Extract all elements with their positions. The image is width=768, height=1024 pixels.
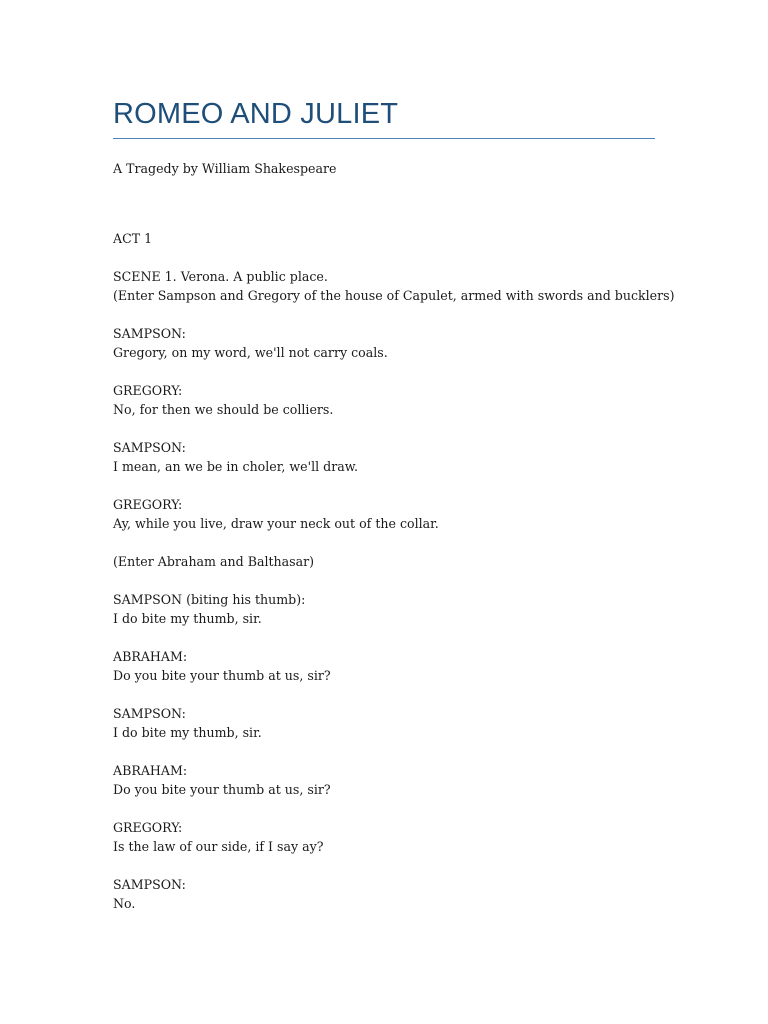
dialogue-block [113, 761, 655, 799]
speaker-name: SAMPSON: [113, 326, 186, 341]
dialogue-block [113, 647, 655, 685]
dialogue-line: I do bite my thumb, sir. [113, 725, 262, 740]
dialogue-line: Do you bite your thumb at us, sir? [113, 668, 331, 683]
speaker-name: GREGORY: [113, 383, 183, 398]
dialogue-line: No. [113, 896, 136, 911]
scene-heading: SCENE 1. Verona. A public place. [113, 269, 328, 284]
dialogue-line: Ay, while you live, draw your neck out of the collar. [113, 516, 439, 531]
speaker-name: ABRAHAM: [113, 763, 188, 778]
dialogue-block [113, 495, 655, 533]
document-subtitle: A Tragedy by William Shakespeare [113, 161, 337, 176]
dialogue-line: I mean, an we be in choler, we'll draw. [113, 459, 359, 474]
dialogue-block [113, 590, 655, 628]
dialogue-block [113, 324, 655, 362]
stage-direction: (Enter Sampson and Gregory of the house of Capulet, armed with swords and bucklers) [113, 288, 675, 303]
stage-direction: (Enter Abraham and Balthasar) [113, 554, 315, 569]
dialogue-block [113, 875, 655, 913]
scene-block [113, 267, 675, 305]
act-heading: ACT 1 [113, 231, 153, 246]
speaker-name: ABRAHAM: [113, 649, 188, 664]
dialogue-line: Do you bite your thumb at us, sir? [113, 782, 331, 797]
document-body [113, 96, 675, 913]
dialogue-block [113, 704, 655, 742]
speaker-name: GREGORY: [113, 497, 183, 512]
dialogue-block [113, 818, 655, 856]
dialogue-line: I do bite my thumb, sir. [113, 611, 262, 626]
dialogue-block [113, 381, 655, 419]
document-title: ROMEO AND JULIET [113, 96, 655, 139]
dialogue-line: Is the law of our side, if I say ay? [113, 839, 324, 854]
speaker-name: SAMPSON: [113, 877, 186, 892]
speaker-name: SAMPSON (biting his thumb): [113, 592, 306, 607]
dialogue-line: Gregory, on my word, we'll not carry coals. [113, 345, 388, 360]
dialogue-line: No, for then we should be colliers. [113, 402, 334, 417]
speaker-name: GREGORY: [113, 820, 183, 835]
speaker-name: SAMPSON: [113, 440, 186, 455]
dialogue-block [113, 438, 655, 476]
speaker-name: SAMPSON: [113, 706, 186, 721]
